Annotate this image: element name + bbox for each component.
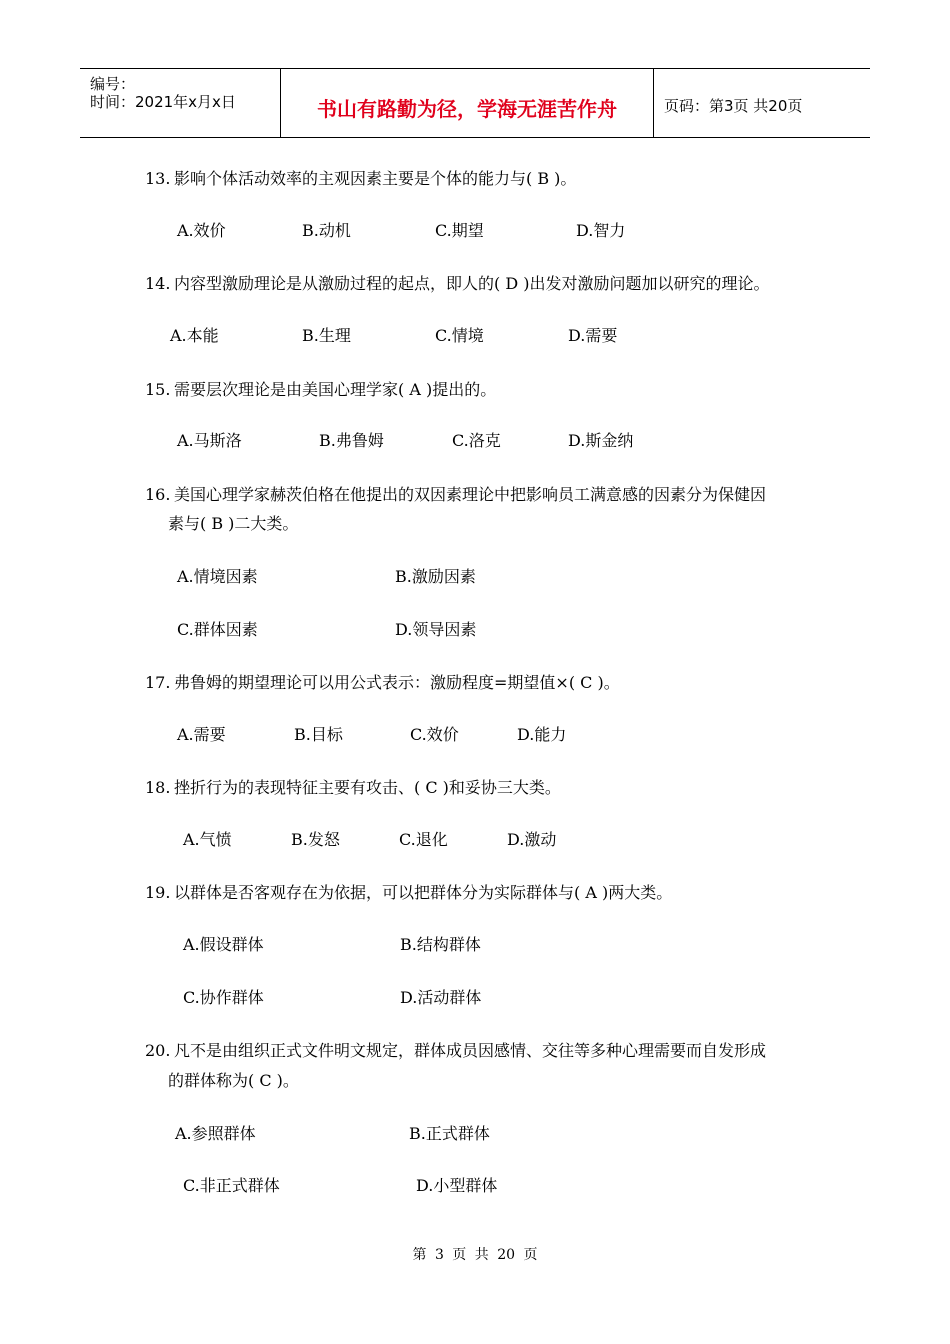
- option-c: C.期望: [435, 221, 484, 240]
- question-text-continued: 的群体称为( C )。: [168, 1071, 299, 1090]
- option-a: A.假设群体: [183, 935, 264, 954]
- option-a: A.马斯洛: [177, 431, 242, 450]
- question-number: 18.: [145, 778, 171, 797]
- option-c: C.非正式群体: [183, 1176, 280, 1195]
- option-c: C.协作群体: [183, 988, 264, 1007]
- option-d: D.活动群体: [400, 988, 482, 1007]
- option-a: A.需要: [177, 725, 226, 744]
- option-a: A.效价: [177, 221, 226, 240]
- question-number: 15.: [145, 380, 171, 399]
- option-d: D.能力: [517, 725, 567, 744]
- question-14: [145, 269, 770, 299]
- question-19: [145, 878, 672, 908]
- header-page-cell: [654, 69, 870, 137]
- question-number: 13.: [145, 169, 171, 188]
- question-text: 内容型激励理论是从激励过程的起点，即人的( D )出发对激励问题加以研究的理论。: [174, 274, 770, 293]
- option-b: B.目标: [294, 725, 343, 744]
- question-text: 需要层次理论是由美国心理学家( A )提出的。: [174, 380, 497, 399]
- option-c: C.退化: [399, 830, 448, 849]
- option-b: B.生理: [302, 326, 351, 345]
- option-a: A.参照群体: [175, 1124, 256, 1143]
- option-c: C.群体因素: [177, 620, 258, 639]
- header-info-cell: [80, 69, 281, 137]
- question-number: 20.: [145, 1041, 171, 1060]
- question-number: 19.: [145, 883, 171, 902]
- motto: 书山有路勤为径，学海无涯苦作舟: [317, 97, 617, 121]
- question-text: 以群体是否客观存在为依据，可以把群体分为实际群体与( A )两大类。: [174, 883, 673, 902]
- option-b: B.动机: [302, 221, 351, 240]
- option-b: B.结构群体: [400, 935, 481, 954]
- option-a: A.本能: [170, 326, 219, 345]
- question-16: [145, 480, 766, 510]
- option-d: D.领导因素: [395, 620, 477, 639]
- question-number: 17.: [145, 673, 171, 692]
- question-text: 凡不是由组织正式文件明文规定，群体成员因感情、交往等多种心理需要而自发形成: [174, 1041, 767, 1060]
- option-d: D.智力: [576, 221, 626, 240]
- question-text-continued: 素与( B )二大类。: [168, 514, 299, 533]
- question-text: 挫折行为的表现特征主要有攻击、( C )和妥协三大类。: [174, 778, 561, 797]
- option-b: B.正式群体: [409, 1124, 490, 1143]
- option-c: C.洛克: [452, 431, 501, 450]
- option-b: B.发怒: [291, 830, 340, 849]
- page-header: [80, 68, 870, 138]
- option-c: C.情境: [435, 326, 484, 345]
- option-d: D.斯金纳: [568, 431, 634, 450]
- option-d: D.需要: [568, 326, 618, 345]
- question-20: [145, 1036, 766, 1066]
- option-c: C.效价: [410, 725, 459, 744]
- option-a: A.气愤: [183, 830, 232, 849]
- option-b: B.激励因素: [395, 567, 476, 586]
- question-13: [145, 164, 576, 194]
- option-a: A.情境因素: [177, 567, 258, 586]
- question-text: 弗鲁姆的期望理论可以用公式表示：激励程度=期望值×( C )。: [174, 673, 620, 692]
- question-number: 14.: [145, 274, 171, 293]
- time-label: 时间：2021年x月x日: [90, 93, 236, 111]
- option-d: D.激动: [507, 830, 557, 849]
- page-footer: 第 3 页 共 20 页: [412, 1247, 538, 1263]
- question-17: [145, 668, 620, 698]
- question-number: 16.: [145, 485, 171, 504]
- page-info: 页码：第3页 共20页: [664, 97, 803, 115]
- question-text: 影响个体活动效率的主观因素主要是个体的能力与( B )。: [174, 169, 577, 188]
- question-15: [145, 375, 496, 405]
- header-motto-cell: [281, 69, 654, 137]
- option-b: B.弗鲁姆: [319, 431, 384, 450]
- question-18: [145, 773, 561, 803]
- number-label: 编号：: [90, 75, 136, 93]
- option-d: D.小型群体: [416, 1176, 498, 1195]
- question-text: 美国心理学家赫茨伯格在他提出的双因素理论中把影响员工满意感的因素分为保健因: [174, 485, 767, 504]
